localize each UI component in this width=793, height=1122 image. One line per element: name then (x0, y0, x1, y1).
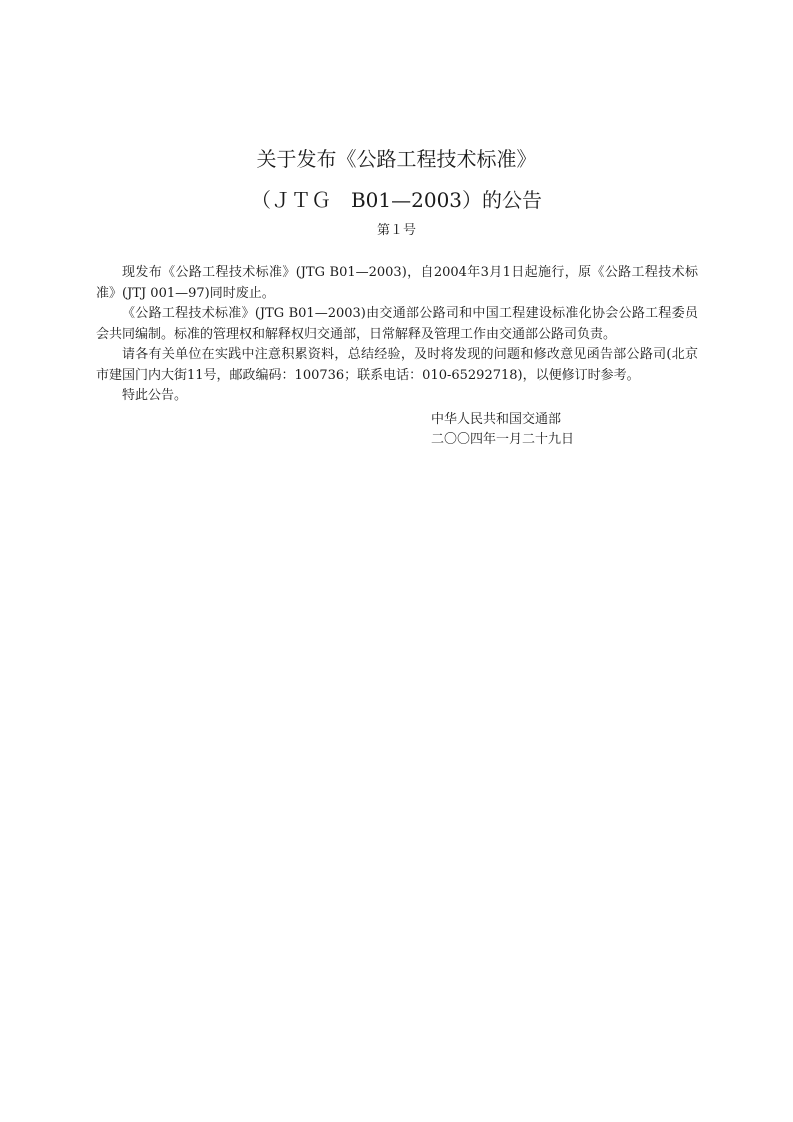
signature-organization: 中华人民共和国交通部 (431, 412, 562, 427)
announcement-body (96, 263, 698, 407)
signature-date: 二〇〇四年一月二十九日 (431, 432, 575, 447)
paragraph-feedback: 请各有关单位在实践中注意积累资料，总结经验，及时将发现的问题和修改意见函告部公路司(北京市建国门内大街11号，邮政编码：100736；联系电话：010-65292718)，以便修订时参考。 (96, 347, 698, 383)
announcement-number: 第１号 (376, 223, 416, 238)
paragraph-issuance: 现发布《公路工程技术标准》(JTG B01—2003)，自2004年3月1日起施行，原《公路工程技术标准》(JTJ 001—97)同时废止。 (96, 265, 698, 301)
announcement-title-line-1: 关于发布《公路工程技术标准》 (256, 147, 537, 171)
paragraph-compilation: 《公路工程技术标准》(JTG B01—2003)由交通部公路司和中国工程建设标准化协会公路工程委员会共同编制。标准的管理权和解释权归交通部，日常解释及管理工作由交通部公路司负责。 (96, 306, 698, 342)
announcement-title-line-2: （ＪＴＧ B01—2003）的公告 (250, 188, 543, 212)
paragraph-closing: 特此公告。 (122, 388, 188, 403)
